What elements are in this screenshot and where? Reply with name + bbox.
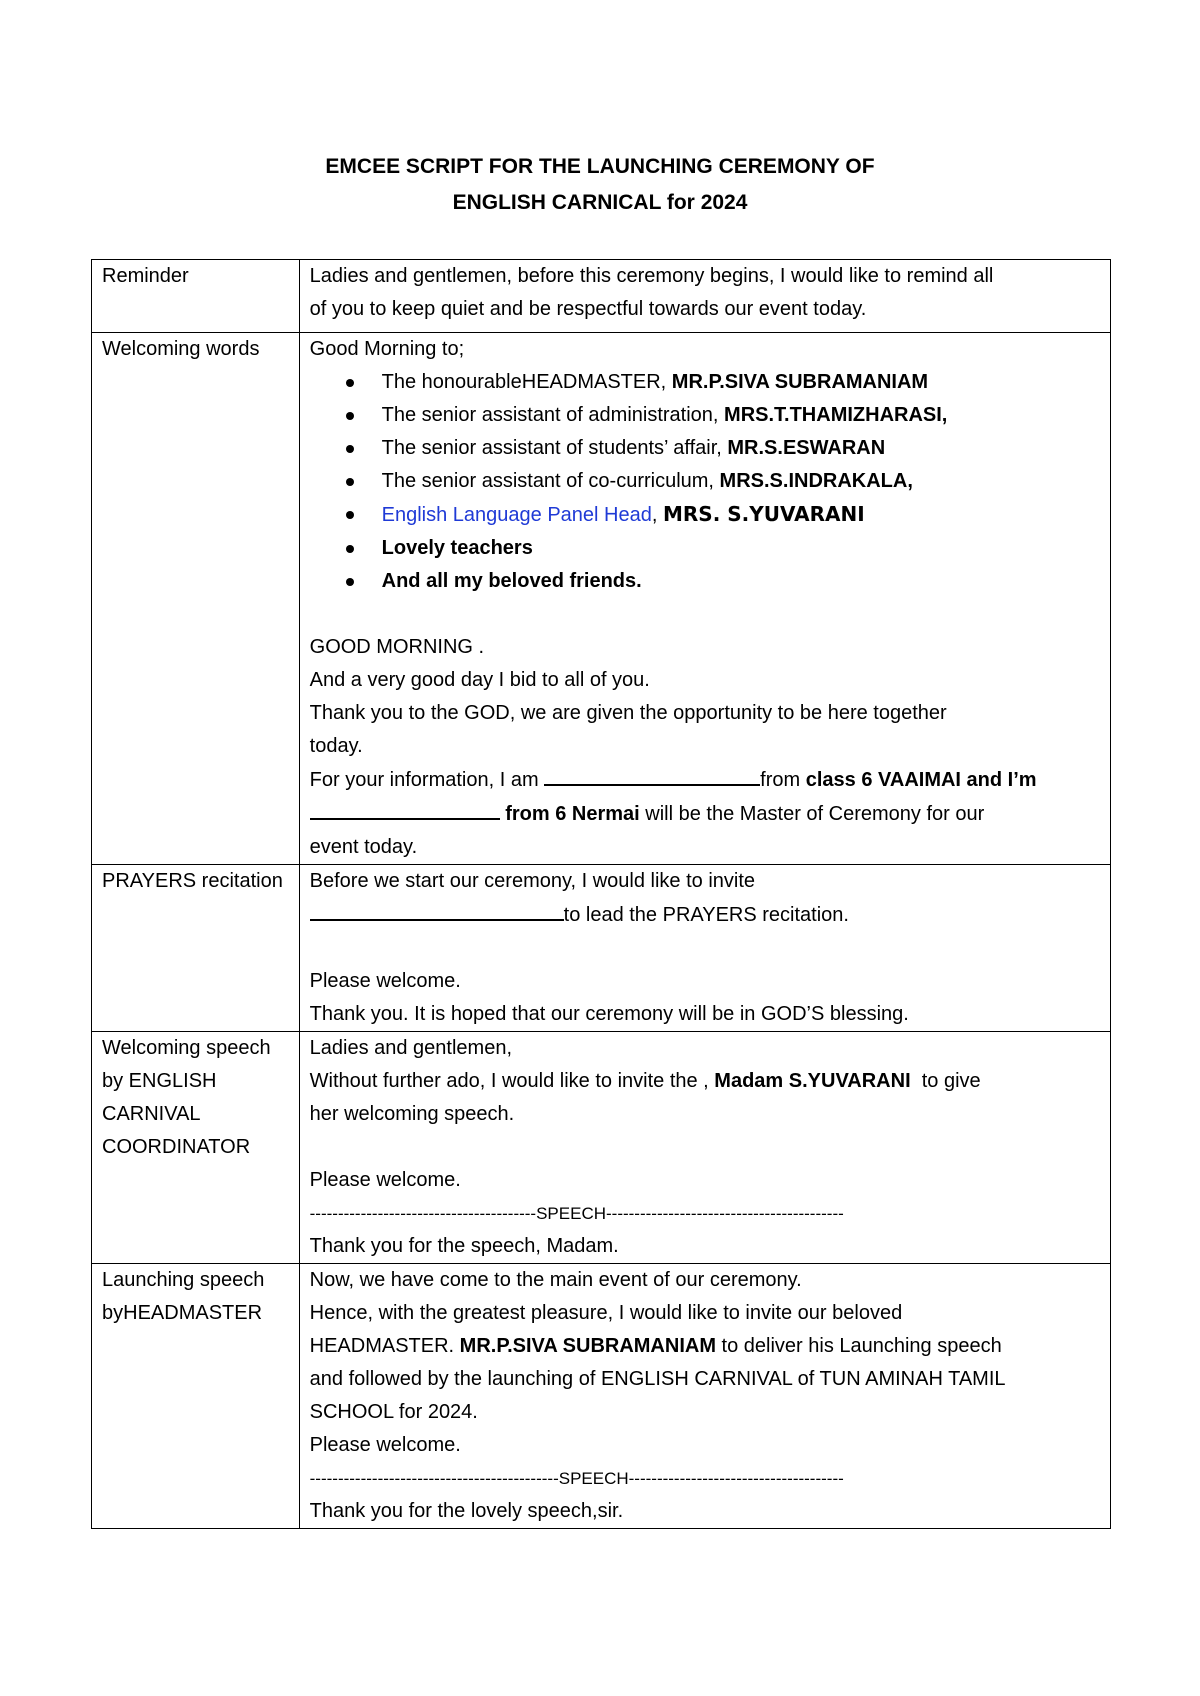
ls-line-3-suffix: to deliver his Launching speech: [715, 1335, 1002, 1357]
guest-name: Lovely teachers: [381, 537, 533, 559]
info-prefix: For your information, I am: [309, 769, 545, 791]
reminder-label: Reminder: [102, 265, 189, 287]
row-welcoming-words: [92, 333, 1111, 865]
welcoming-speech-label-4: COORDINATOR: [102, 1136, 251, 1158]
guest-name: MRS.T.THAMIZHARASI,: [724, 404, 948, 426]
guest-item: [382, 565, 1102, 598]
row-content: [299, 260, 1110, 333]
prayers-line-2-text: to lead the PRAYERS recitation.: [563, 904, 849, 926]
guest-item: [382, 465, 1102, 498]
speech-divider: ----------------------------------------SPEECH------------------------------------------: [309, 1204, 844, 1223]
ws-line-1: Ladies and gentlemen,: [309, 1037, 513, 1059]
info-from: from: [760, 769, 806, 791]
thanks-line-2: today.: [309, 735, 363, 757]
welcoming-speech-label-2: by ENGLISH: [102, 1070, 217, 1092]
welcoming-speech-label-3: CARNIVAL: [102, 1103, 201, 1125]
name-blank: [544, 763, 760, 786]
ws-line-2-name: Madam S.YUVARANI: [714, 1070, 911, 1092]
name-blank: [310, 797, 500, 820]
row-content: [299, 1264, 1110, 1529]
row-label: [92, 1264, 300, 1529]
speech-divider: --------------------------------------------SPEECH--------------------------------------: [309, 1469, 844, 1488]
row-content: [299, 333, 1110, 865]
ws-line-2: [310, 1065, 1102, 1098]
ls-line-5: SCHOOL for 2024.: [309, 1401, 478, 1423]
guest-title: The senior assistant of administration,: [381, 404, 725, 426]
guest-name: MR.S.ESWARAN: [727, 437, 886, 459]
info-end: event today.: [309, 836, 418, 858]
guest-name: MRS.S.INDRAKALA,: [719, 470, 913, 492]
prayers-line-2: [310, 898, 1102, 932]
info-class: class 6 VAAIMAI and I’m: [805, 769, 1037, 791]
guest-title: The senior assistant of co-curriculum,: [381, 470, 720, 492]
row-welcoming-speech: [92, 1032, 1111, 1264]
row-launching-speech: [92, 1264, 1111, 1529]
guest-separator: ,: [651, 504, 663, 526]
ls-line-2: Hence, with the greatest pleasure, I would like to invite our beloved: [309, 1302, 903, 1324]
guest-title: The senior assistant of students’ affair,: [381, 437, 728, 459]
ws-welcome: Please welcome.: [309, 1169, 461, 1191]
ws-line-3: her welcoming speech.: [309, 1103, 515, 1125]
document-title-line-1: EMCEE SCRIPT FOR THE LAUNCHING CEREMONY OF: [325, 155, 875, 178]
ws-line-2-prefix: Without further ado, I would like to invite the ,: [309, 1070, 715, 1092]
guest-item: [382, 532, 1102, 565]
info-rest: will be the Master of Ceremony for our: [639, 803, 985, 825]
row-label: [92, 1032, 300, 1264]
welcoming-speech-label-1: Welcoming speech: [102, 1037, 271, 1059]
reminder-line-1: Ladies and gentlemen, before this ceremony begins, I would like to remind all: [309, 265, 994, 287]
launching-label-1: Launching speech: [102, 1269, 265, 1291]
row-label: [92, 260, 300, 333]
row-content: [299, 865, 1110, 1032]
guest-name: MRS. S.YUVARANI: [662, 502, 865, 526]
row-reminder: [92, 260, 1111, 333]
prayers-thanks: Thank you. It is hoped that our ceremony will be in GOD’S blessing.: [309, 1003, 909, 1025]
guest-item: [382, 498, 1102, 532]
info-class-2: from 6 Nermai: [499, 803, 640, 825]
ls-welcome: Please welcome.: [309, 1434, 461, 1456]
guest-item: [382, 366, 1102, 399]
row-content: [299, 1032, 1110, 1264]
ws-line-2-suffix: to give: [910, 1070, 981, 1092]
guest-title: The honourableHEADMASTER,: [381, 371, 672, 393]
emcee-script-table: [91, 259, 1111, 1529]
greeting-line: Good Morning to;: [309, 338, 465, 360]
ls-line-4: and followed by the launching of ENGLISH CARNIVAL of TUN AMINAH TAMIL: [309, 1368, 1006, 1390]
guest-name: MR.P.SIVA SUBRAMANIAM: [671, 371, 929, 393]
guest-item: [382, 399, 1102, 432]
ls-line-1: Now, we have come to the main event of our ceremony.: [309, 1269, 802, 1291]
reminder-line-2: of you to keep quiet and be respectful towards our event today.: [309, 298, 867, 320]
welcoming-label: Welcoming words: [102, 338, 260, 360]
row-label: [92, 333, 300, 865]
info-line: [310, 763, 1102, 797]
prayers-label: PRAYERS recitation: [102, 870, 283, 892]
row-label: [92, 865, 300, 1032]
guest-item: [382, 432, 1102, 465]
prayers-welcome: Please welcome.: [309, 970, 461, 992]
ls-thanks: Thank you for the lovely speech,sir.: [309, 1500, 624, 1522]
ls-line-3: [310, 1330, 1102, 1363]
prayers-line-1: Before we start our ceremony, I would like to invite: [309, 870, 756, 892]
document-title-line-2: ENGLISH CARNICAL for 2024: [452, 191, 748, 214]
guest-name: And all my beloved friends.: [381, 570, 642, 592]
launching-label-2: byHEADMASTER: [102, 1302, 263, 1324]
info-line-2: [310, 797, 1102, 831]
good-day-line: And a very good day I bid to all of you.: [309, 669, 650, 691]
row-prayers: [92, 865, 1111, 1032]
ls-line-3-name: MR.P.SIVA SUBRAMANIAM: [459, 1335, 716, 1357]
good-morning-line: GOOD MORNING .: [309, 636, 485, 658]
guest-title: English Language Panel Head: [381, 504, 652, 526]
name-blank: [310, 898, 564, 921]
ws-thanks: Thank you for the speech, Madam.: [309, 1235, 619, 1257]
guest-list: [310, 366, 1102, 598]
ls-line-3-prefix: HEADMASTER.: [309, 1335, 460, 1357]
thanks-line-1: Thank you to the GOD, we are given the opportunity to be here together: [309, 702, 947, 724]
